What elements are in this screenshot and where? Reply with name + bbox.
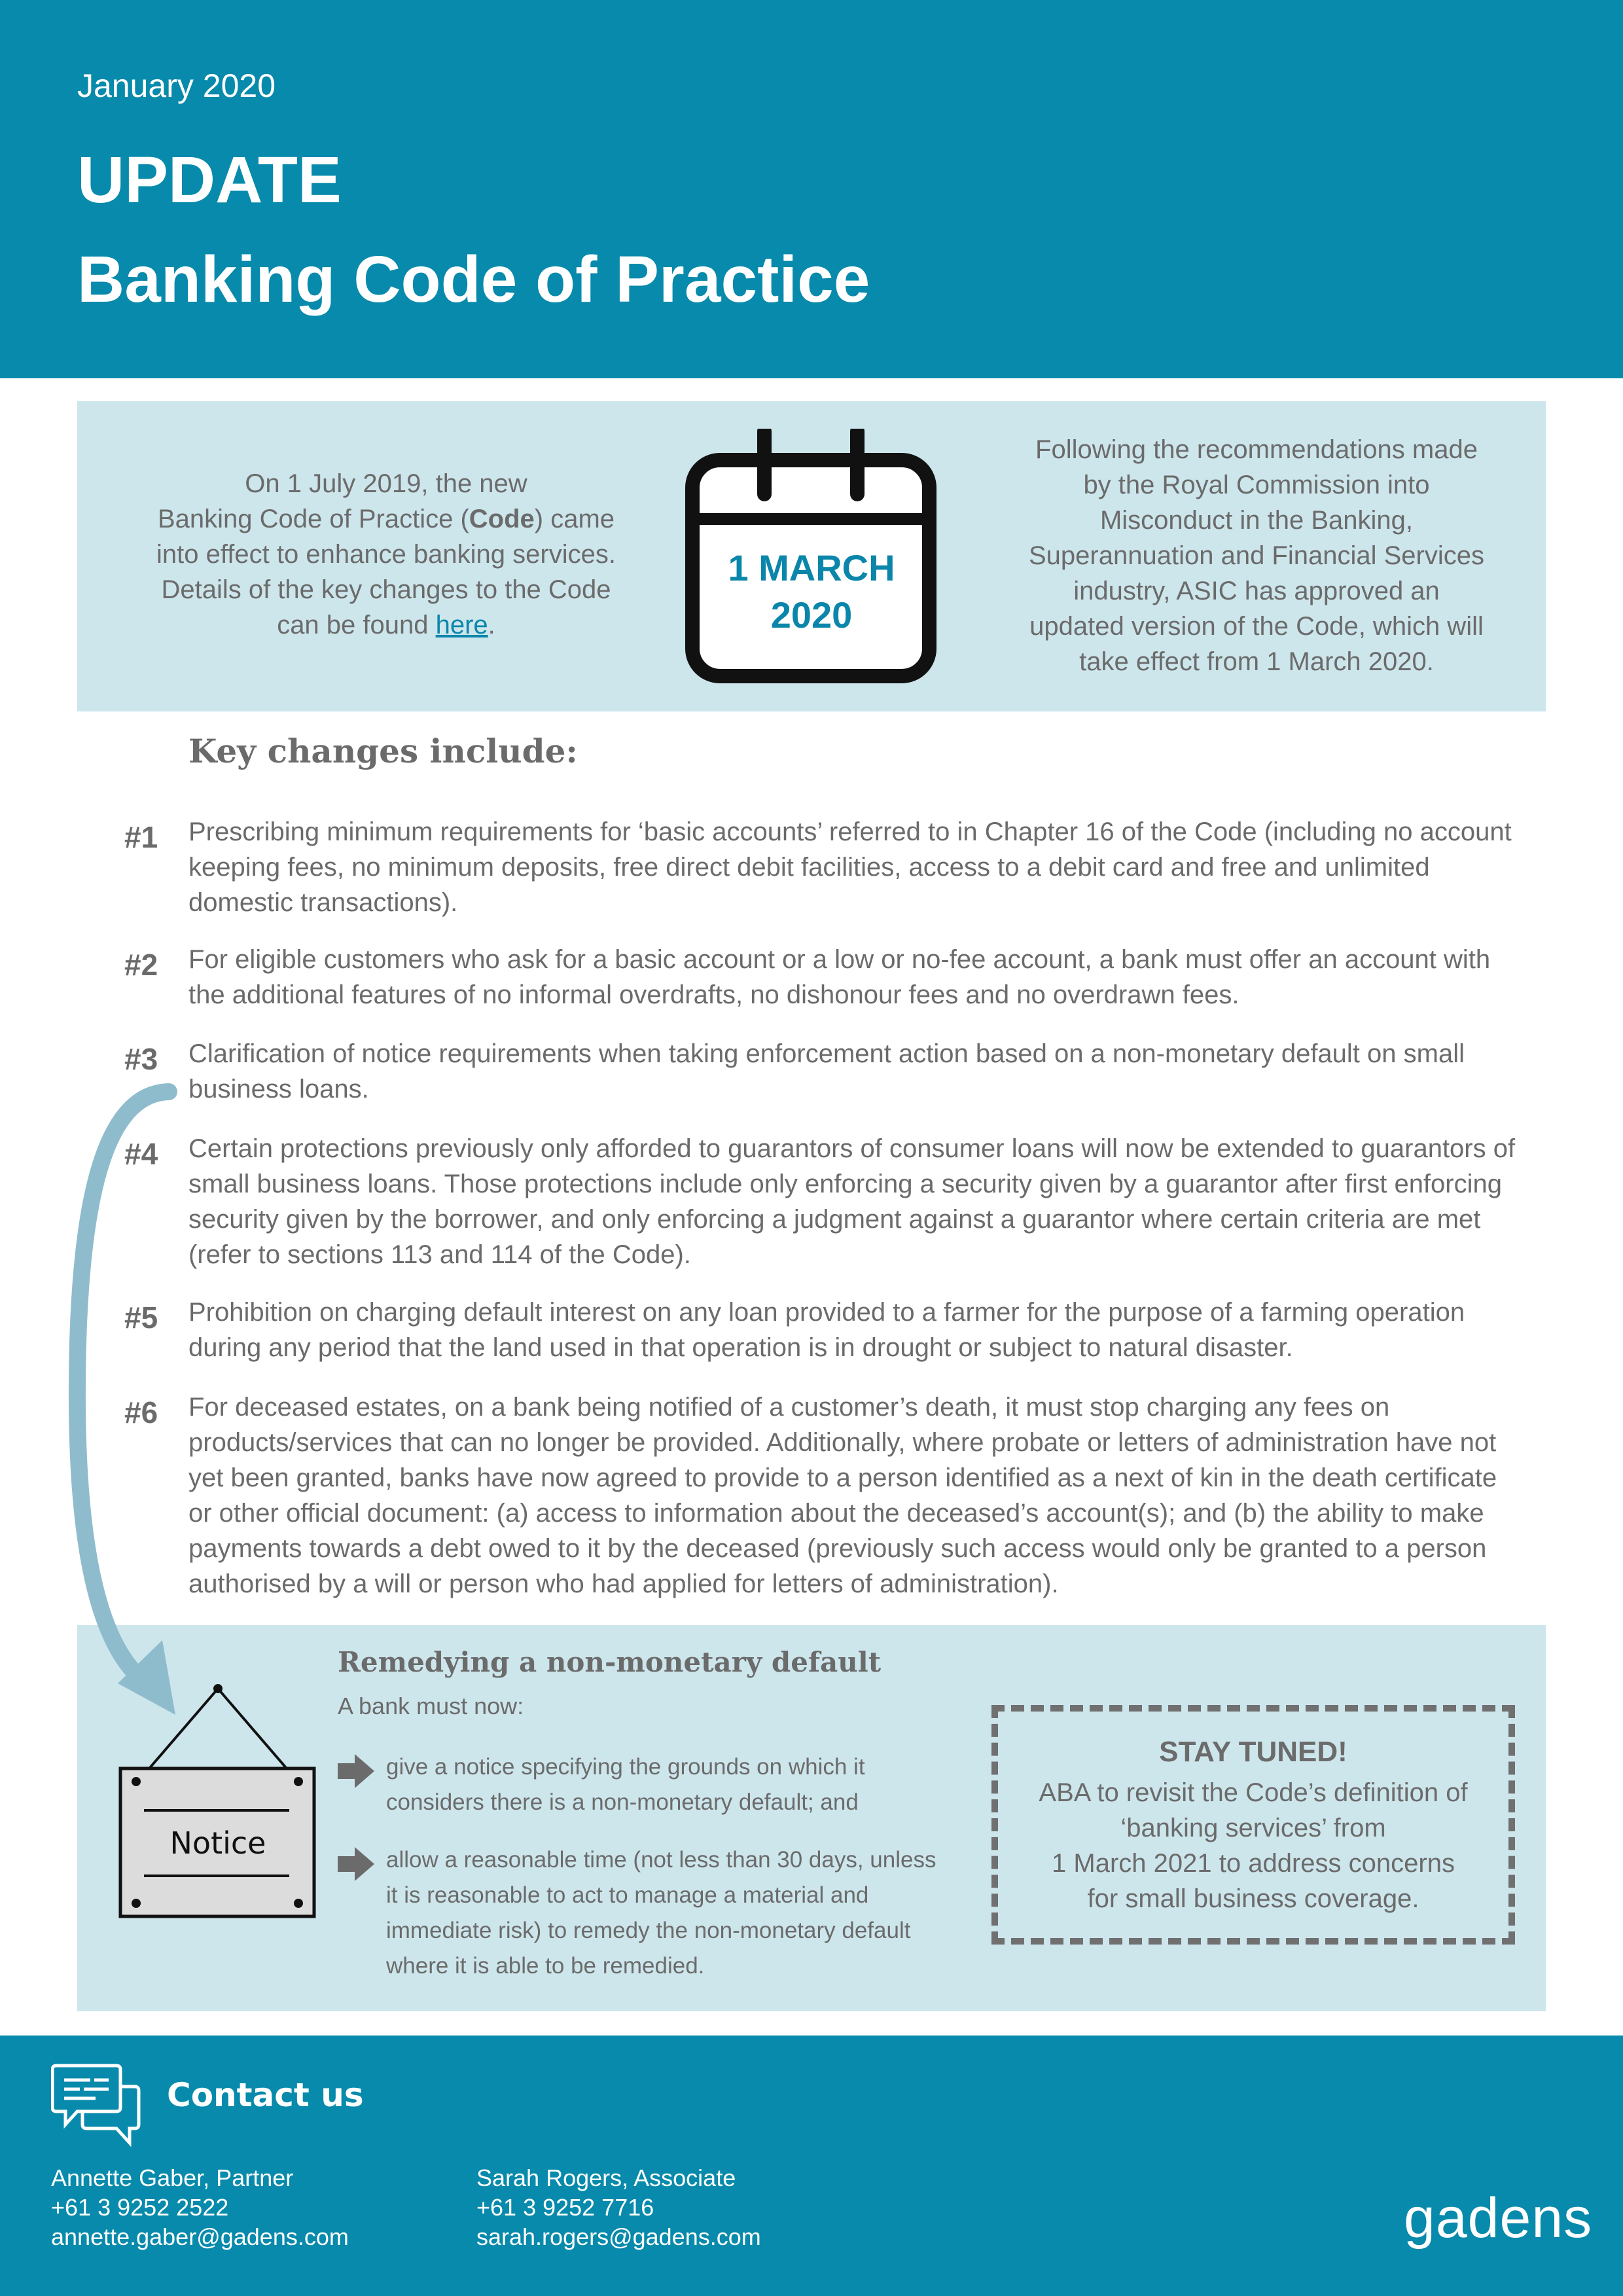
intro-left-line: Details of the key changes to the Code bbox=[161, 575, 611, 604]
contact-phone[interactable]: +61 3 9252 7716 bbox=[476, 2194, 654, 2221]
arrow-right-icon bbox=[338, 1753, 374, 1789]
intro-right-line: industry, ASIC has approved an bbox=[1073, 577, 1440, 605]
key-changes-heading: Key changes include: bbox=[188, 732, 578, 770]
intro-left-line: into effect to enhance banking services. bbox=[156, 540, 616, 569]
intro-right-text bbox=[1001, 432, 1512, 679]
contact-email[interactable]: annette.gaber@gadens.com bbox=[51, 2223, 349, 2250]
item-text: Clarification of notice requirements when taking enforcement action based on a non-monetary default on small business loans. bbox=[188, 1039, 1465, 1103]
contact-heading: Contact us bbox=[167, 2076, 364, 2114]
gadens-logo: gadens bbox=[1404, 2187, 1593, 2250]
notice-sign-label: Notice bbox=[169, 1825, 266, 1861]
remedy-bullet: give a notice specifying the grounds on which it considers there is a non-monetary default; and bbox=[386, 1754, 865, 1815]
remedy-bullet: allow a reasonable time (not less than 30 days, unless it is reasonable to act to manage a material and immediate risk) to remedy the non-monetary default where it is able to be remedied. bbox=[386, 1847, 936, 1979]
here-link[interactable]: here bbox=[435, 611, 488, 639]
intro-right-line: Superannuation and Financial Services bbox=[1029, 541, 1484, 570]
stay-tuned-line: ‘banking services’ from bbox=[1120, 1814, 1386, 1842]
contact-card bbox=[51, 2163, 349, 2251]
intro-left-line: can be found bbox=[277, 611, 436, 639]
page-title-update: UPDATE bbox=[77, 143, 342, 217]
intro-left-text bbox=[124, 466, 648, 643]
stay-tuned-line: ABA to revisit the Code’s definition of bbox=[1039, 1778, 1468, 1807]
item-number: #2 bbox=[124, 948, 158, 982]
intro-left-line: Banking Code of Practice ( bbox=[157, 505, 469, 533]
intro-right-line: Following the recommendations made bbox=[1035, 435, 1478, 464]
stay-tuned-body bbox=[998, 1775, 1508, 1916]
item-number: #3 bbox=[124, 1042, 158, 1076]
item-text: For deceased estates, on a bank being notified of a customer’s death, it must stop charging any fees on products/services that can no longer be provided. Additionally, where probate or letters of administration have not yet been granted, banks have now agreed to provide to a person identified as a next of kin in the death certificate or other official document: (a) access to information about the deceased’s account(s); and (b) the ability to make payments towards a debt owed to it by the deceased (previously such access would only be granted to a person authorised by a will or person who had applied for letters of administration). bbox=[188, 1393, 1497, 1598]
item-number: #4 bbox=[124, 1137, 158, 1171]
calendar-month: 1 MARCH bbox=[728, 547, 895, 588]
intro-right-line: by the Royal Commission into bbox=[1083, 471, 1430, 499]
item-number: #6 bbox=[124, 1395, 158, 1429]
stay-tuned-title: STAY TUNED! bbox=[1159, 1736, 1347, 1768]
contact-card bbox=[476, 2163, 761, 2251]
arrow-right-icon bbox=[338, 1846, 374, 1882]
contact-phone[interactable]: +61 3 9252 2522 bbox=[51, 2194, 229, 2221]
intro-left-line: ) came bbox=[534, 505, 615, 533]
item-number: #1 bbox=[124, 820, 158, 854]
intro-right-line: Misconduct in the Banking, bbox=[1099, 506, 1414, 535]
contact-name: Sarah Rogers, Associate bbox=[476, 2164, 736, 2191]
intro-left-line: On 1 July 2019, the new bbox=[245, 469, 527, 498]
intro-left-line: . bbox=[488, 611, 495, 639]
remedy-heading: Remedying a non-monetary default bbox=[338, 1646, 882, 1678]
code-term: Code bbox=[469, 505, 535, 533]
item-text: Prescribing minimum requirements for ‘basic accounts’ referred to in Chapter 16 of the Code (including no account keeping fees, no minimum deposits, free direct debit facilities, access to a debit card and free and unlimited domestic transactions). bbox=[188, 817, 1512, 917]
remedy-intro: A bank must now: bbox=[338, 1693, 524, 1719]
item-text: Prohibition on charging default interest on any loan provided to a farmer for the purpose of a farming operation during any period that the land used in that operation is in drought or subject to natural disaster. bbox=[188, 1298, 1465, 1362]
page-title: Banking Code of Practice bbox=[77, 243, 870, 316]
contact-email[interactable]: sarah.rogers@gadens.com bbox=[476, 2223, 761, 2250]
item-text: Certain protections previously only afforded to guarantors of consumer loans will now be extended to guarantors of small business loans. Those protections include only enforcing a security given by a guarantor after first enforcing security given by the borrower, and only enforcing a judgment against a guarantor where certain criteria are met (refer to sections 113 and 114 of the Code). bbox=[188, 1134, 1516, 1269]
contact-name: Annette Gaber, Partner bbox=[51, 2164, 294, 2191]
curved-arrow-icon bbox=[52, 1073, 196, 1721]
item-number: #5 bbox=[124, 1300, 158, 1335]
item-text: For eligible customers who ask for a basic account or a low or no-fee account, a bank must offer an account with the additional features of no informal overdrafts, no dishonour fees and no overdrawn fees. bbox=[188, 945, 1491, 1009]
intro-right-line: updated version of the Code, which will bbox=[1029, 612, 1484, 641]
stay-tuned-line: for small business coverage. bbox=[1087, 1884, 1419, 1913]
calendar-year: 2020 bbox=[770, 594, 853, 636]
notice-sign-icon bbox=[111, 1676, 327, 1924]
intro-right-line: take effect from 1 March 2020. bbox=[1079, 647, 1434, 676]
calendar-date bbox=[694, 545, 929, 639]
publication-date: January 2020 bbox=[77, 67, 276, 104]
chat-bubbles-icon bbox=[51, 2062, 143, 2147]
stay-tuned-line: 1 March 2021 to address concerns bbox=[1052, 1849, 1455, 1878]
